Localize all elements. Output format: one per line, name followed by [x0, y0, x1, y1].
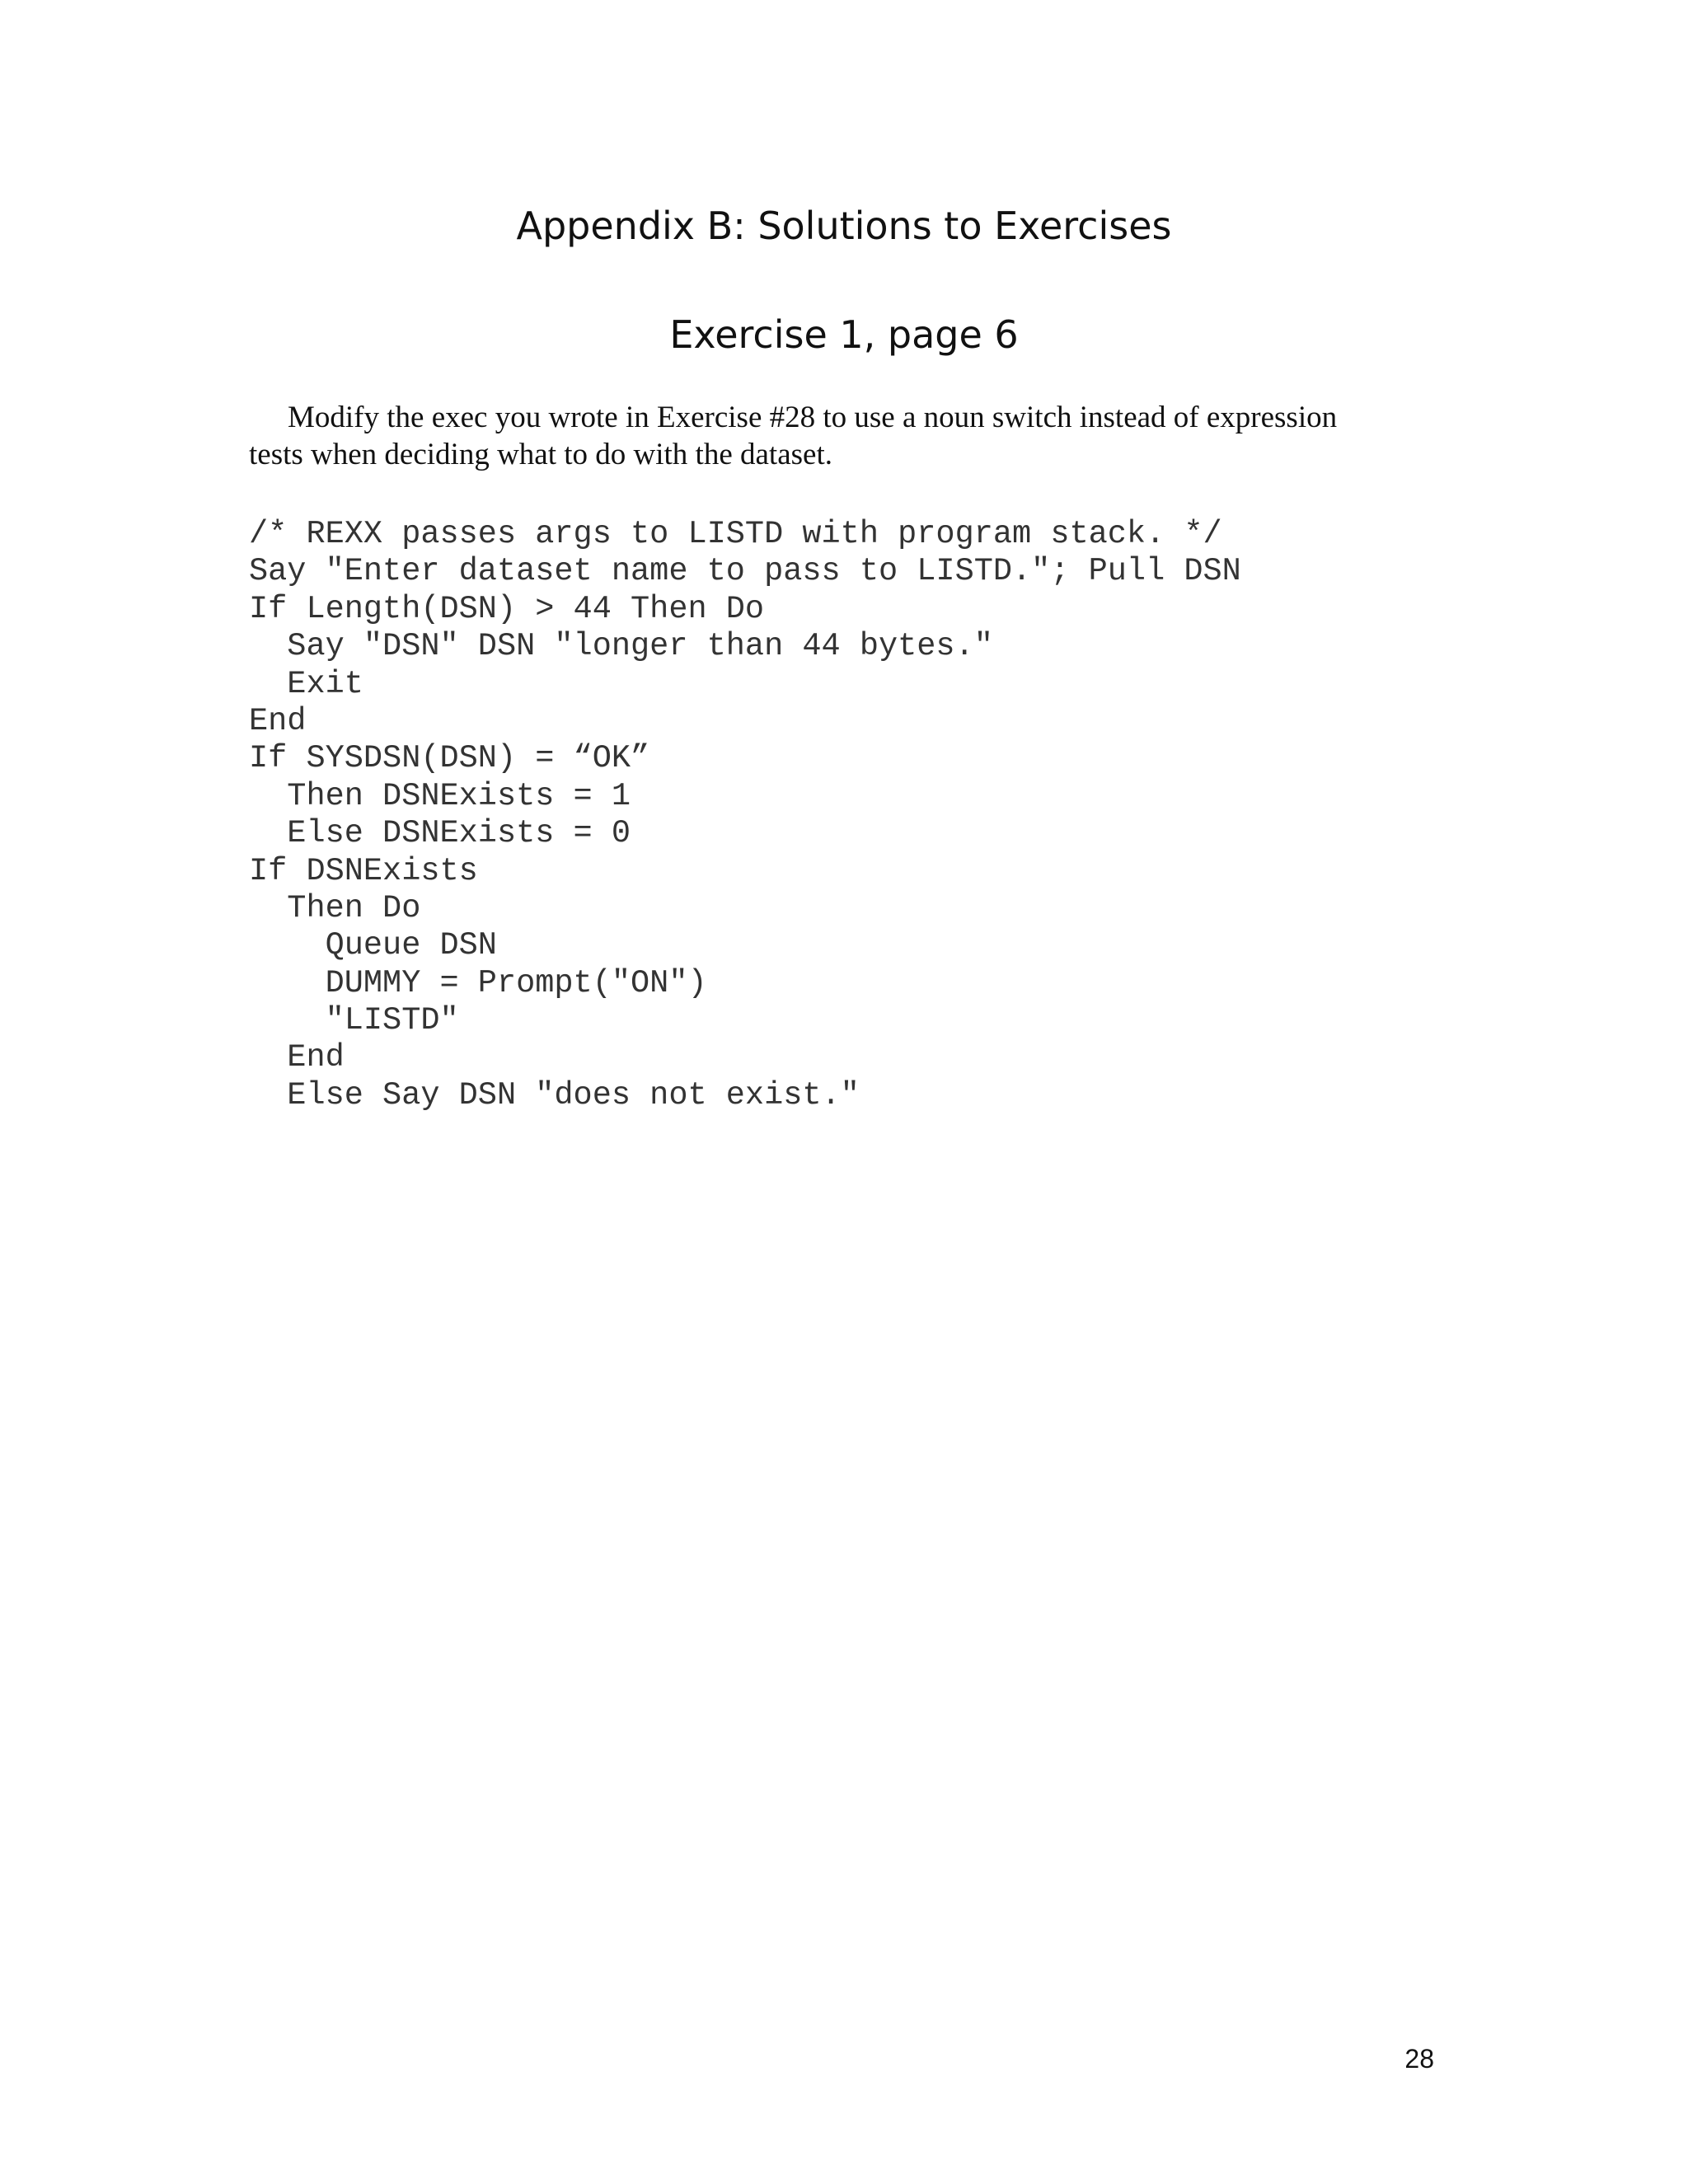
code-line: Then Do: [249, 889, 421, 926]
code-line: Exit: [249, 665, 363, 702]
code-line: /* REXX passes args to LISTD with program stack. */: [249, 516, 1222, 552]
code-line: Queue DSN: [249, 927, 497, 964]
exercise-description-line-1: Modify the exec you wrote in Exercise #28 to use a noun switch instead of expression: [288, 401, 1338, 434]
code-line: Else DSNExists = 0: [249, 815, 631, 852]
code-line: Else Say DSN "does not exist.": [249, 1076, 860, 1113]
code-line: Say "Enter dataset name to pass to LISTD."; Pull DSN: [249, 553, 1241, 590]
code-line: Then DSNExists = 1: [249, 777, 631, 814]
code-line: If Length(DSN) > 44 Then Do: [249, 590, 765, 627]
code-line: "LISTD": [249, 1002, 459, 1039]
appendix-title: Appendix B: Solutions to Exercises: [516, 204, 1172, 248]
code-line: If DSNExists: [249, 852, 478, 889]
exercise-heading: Exercise 1, page 6: [669, 312, 1019, 357]
page-number: 28: [1404, 2044, 1434, 2074]
exercise-description-line-2: tests when deciding what to do with the dataset.: [249, 438, 832, 471]
code-line: DUMMY = Prompt("ON"): [249, 964, 707, 1001]
rexx-code-listing: [249, 516, 1241, 1114]
exercise-description: [249, 399, 1452, 473]
code-line: End: [249, 1039, 345, 1076]
code-line: If SYSDSN(DSN) = “OK”: [249, 740, 650, 777]
code-line: End: [249, 702, 307, 739]
code-line: Say "DSN" DSN "longer than 44 bytes.": [249, 628, 993, 665]
